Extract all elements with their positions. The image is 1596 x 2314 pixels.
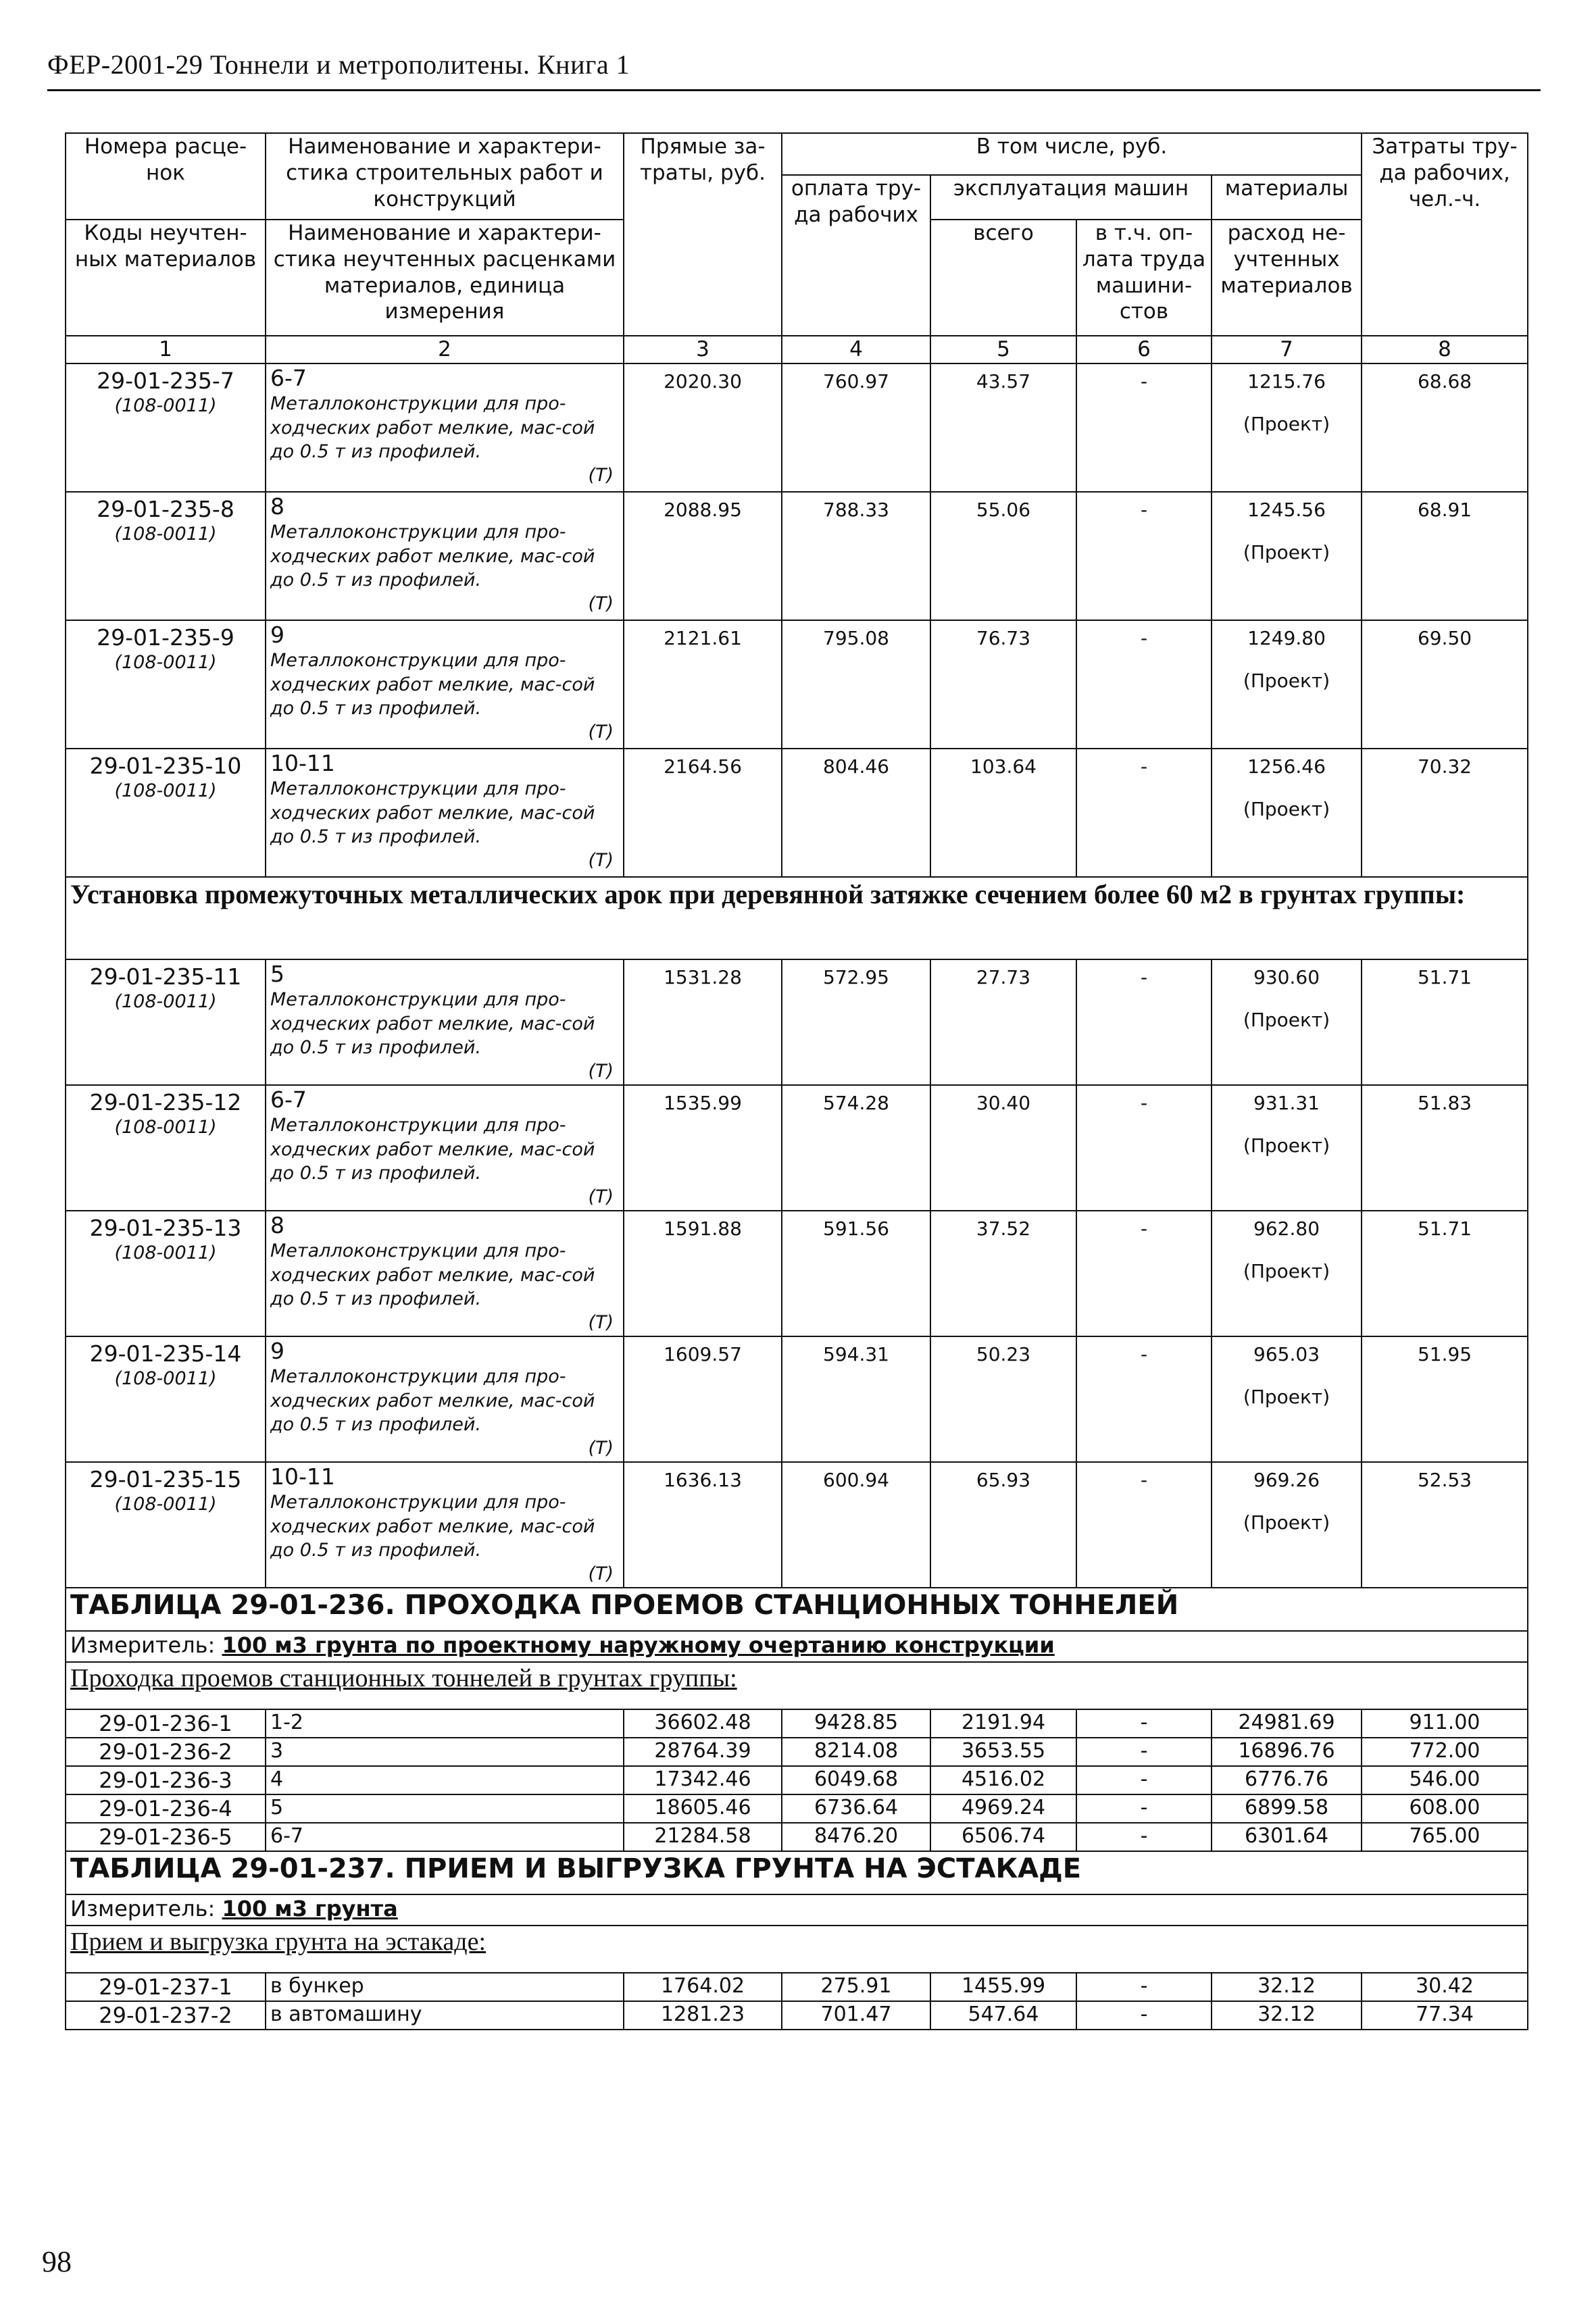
materials-value: 1245.56 <box>1247 498 1326 521</box>
unit-mark: (Т) <box>588 721 614 743</box>
rate-code: 29-01-235-13 <box>89 1214 242 1241</box>
materials-cell <box>1212 1211 1362 1336</box>
direct-costs-value: 17342.46 <box>624 1766 782 1794</box>
rate-row <box>66 363 1528 492</box>
labor-pay-value: 804.46 <box>782 749 930 877</box>
machinists-pay-value: - <box>1076 363 1212 492</box>
soil-group: 5 <box>270 960 284 987</box>
table-title: ТАБЛИЦА 29-01-236. ПРОХОДКА ПРОЕМОВ СТАНЦИОННЫХ ТОННЕЛЕЙ <box>66 1588 1528 1631</box>
labor-pay-value: 6736.64 <box>782 1794 930 1823</box>
machines-value: 547.64 <box>930 2001 1076 2030</box>
soil-group: 9 <box>270 1337 284 1364</box>
labor-pay-value: 572.95 <box>782 959 930 1085</box>
header-labor-pay: оплата тру-да рабочих <box>782 175 930 336</box>
materials-cell <box>1212 620 1362 749</box>
materials-value: 24981.69 <box>1212 1709 1362 1738</box>
rate-code-cell <box>66 620 266 749</box>
project-mark: (Проект) <box>1243 1385 1330 1408</box>
labor-cost-value: 608.00 <box>1362 1794 1528 1823</box>
labor-pay-value: 591.56 <box>782 1211 930 1336</box>
materials-value: 16896.76 <box>1212 1738 1362 1766</box>
machinists-pay-value: - <box>1076 620 1212 749</box>
material-description: Металлоконструкции для про-ходческих работ мелкие, мас-сой до 0.5 т из профилей. <box>270 989 595 1059</box>
rate-code-cell <box>66 1462 266 1588</box>
column-number: 2 <box>266 336 624 363</box>
header-machinists-pay: в т.ч. оп-лата труда машини-стов <box>1076 220 1212 336</box>
materials-value: 6899.58 <box>1212 1794 1362 1823</box>
labor-pay-value: 9428.85 <box>782 1709 930 1738</box>
rate-code: 29-01-237-2 <box>66 2001 266 2030</box>
labor-cost-value: 765.00 <box>1362 1823 1528 1851</box>
soil-group: 6-7 <box>270 364 307 391</box>
material-code: (108-0011) <box>114 1494 217 1515</box>
project-mark: (Проект) <box>1243 1008 1330 1031</box>
unit-mark: (Т) <box>588 1437 614 1459</box>
header-including: В том числе, руб. <box>782 133 1362 175</box>
rate-description-cell <box>266 363 624 492</box>
direct-costs-value: 18605.46 <box>624 1794 782 1823</box>
machinists-pay-value: - <box>1076 1709 1212 1738</box>
labor-pay-value: 701.47 <box>782 2001 930 2030</box>
labor-pay-value: 8214.08 <box>782 1738 930 1766</box>
labor-pay-value: 760.97 <box>782 363 930 492</box>
material-code: (108-0011) <box>114 780 217 801</box>
rate-row <box>66 1973 1528 2001</box>
direct-costs-value: 2088.95 <box>624 492 782 620</box>
header-codes-bottom: Коды неучтен-ных материалов <box>66 220 266 336</box>
soil-group: 6-7 <box>270 1086 307 1113</box>
machines-value: 1455.99 <box>930 1973 1076 2001</box>
materials-cell <box>1212 363 1362 492</box>
rate-description-cell <box>266 1211 624 1336</box>
soil-group: в автомашину <box>266 2001 624 2030</box>
direct-costs-value: 2121.61 <box>624 620 782 749</box>
machines-value: 50.23 <box>930 1336 1076 1462</box>
project-mark: (Проект) <box>1243 540 1330 563</box>
rate-code-cell <box>66 959 266 1085</box>
section-heading <box>66 1926 1528 1973</box>
measure-value: 100 м3 грунта по проектному наружному очертанию конструкции <box>222 1632 1055 1658</box>
unit-mark: (Т) <box>588 1186 614 1207</box>
direct-costs-value: 1531.28 <box>624 959 782 1085</box>
machinists-pay-value: - <box>1076 1766 1212 1794</box>
direct-costs-value: 1636.13 <box>624 1462 782 1588</box>
material-code: (108-0011) <box>114 652 217 673</box>
rate-code: 29-01-235-14 <box>89 1340 242 1367</box>
machinists-pay-value: - <box>1076 1462 1212 1588</box>
section-heading-text: Проходка проемов станционных тоннелей в грунтах группы: <box>70 1663 737 1692</box>
labor-cost-value: 51.83 <box>1362 1085 1528 1211</box>
rate-row <box>66 1211 1528 1336</box>
material-description: Металлоконструкции для про-ходческих работ мелкие, мас-сой до 0.5 т из профилей. <box>270 1240 595 1310</box>
measure-label: Измеритель: <box>70 1632 216 1658</box>
header-direct-costs: Прямые за-траты, руб. <box>624 133 782 336</box>
rate-code-cell <box>66 1085 266 1211</box>
labor-pay-value: 788.33 <box>782 492 930 620</box>
materials-value: 930.60 <box>1253 965 1320 988</box>
labor-cost-value: 69.50 <box>1362 620 1528 749</box>
labor-cost-value: 77.34 <box>1362 2001 1528 2030</box>
unit-mark: (Т) <box>588 1563 614 1584</box>
table-title: ТАБЛИЦА 29-01-237. ПРИЕМ И ВЫГРУЗКА ГРУНТА НА ЭСТАКАДЕ <box>66 1851 1528 1894</box>
rate-row <box>66 1462 1528 1588</box>
rate-code: 29-01-235-15 <box>89 1465 242 1492</box>
page-number: 98 <box>42 2245 72 2278</box>
material-description: Металлоконструкции для про-ходческих работ мелкие, мас-сой до 0.5 т из профилей. <box>270 1115 595 1184</box>
direct-costs-value: 21284.58 <box>624 1823 782 1851</box>
machines-value: 6506.74 <box>930 1823 1076 1851</box>
rate-description-cell <box>266 1336 624 1462</box>
column-number: 1 <box>66 336 266 363</box>
machinists-pay-value: - <box>1076 1211 1212 1336</box>
rate-description-cell <box>266 492 624 620</box>
material-description: Металлоконструкции для про-ходческих работ мелкие, мас-сой до 0.5 т из профилей. <box>270 1366 595 1436</box>
machinists-pay-value: - <box>1076 1085 1212 1211</box>
material-description: Металлоконструкции для про-ходческих работ мелкие, мас-сой до 0.5 т из профилей. <box>270 522 595 591</box>
labor-pay-value: 600.94 <box>782 1462 930 1588</box>
machines-value: 55.06 <box>930 492 1076 620</box>
materials-cell <box>1212 959 1362 1085</box>
column-number: 4 <box>782 336 930 363</box>
measure-label: Измеритель: <box>70 1895 216 1921</box>
project-mark: (Проект) <box>1243 1259 1330 1282</box>
materials-value: 32.12 <box>1212 2001 1362 2030</box>
labor-pay-value: 8476.20 <box>782 1823 930 1851</box>
soil-group: 6-7 <box>266 1823 624 1851</box>
rate-code: 29-01-235-9 <box>97 624 234 651</box>
rate-code-cell <box>66 749 266 877</box>
soil-group: 8 <box>270 493 284 520</box>
machinists-pay-value: - <box>1076 1336 1212 1462</box>
materials-value: 6776.76 <box>1212 1766 1362 1794</box>
rate-row <box>66 1766 1528 1794</box>
machinists-pay-value: - <box>1076 959 1212 1085</box>
unit-mark: (Т) <box>588 464 614 486</box>
materials-value: 962.80 <box>1253 1217 1320 1240</box>
machines-value: 2191.94 <box>930 1709 1076 1738</box>
labor-cost-value: 68.68 <box>1362 363 1528 492</box>
rate-code-cell <box>66 1211 266 1336</box>
machinists-pay-value: - <box>1076 1794 1212 1823</box>
header-rule <box>47 89 1541 91</box>
rate-code: 29-01-235-10 <box>89 752 242 779</box>
rate-row <box>66 492 1528 620</box>
material-description: Металлоконструкции для про-ходческих работ мелкие, мас-сой до 0.5 т из профилей. <box>270 778 595 848</box>
project-mark: (Проект) <box>1243 1134 1330 1157</box>
material-code: (108-0011) <box>114 1242 217 1263</box>
rate-code: 29-01-235-12 <box>89 1088 242 1115</box>
rate-row <box>66 2001 1528 2030</box>
machinists-pay-value: - <box>1076 1823 1212 1851</box>
material-description: Металлоконструкции для про-ходческих работ мелкие, мас-сой до 0.5 т из профилей. <box>270 393 595 463</box>
materials-value: 931.31 <box>1253 1091 1320 1114</box>
materials-value: 1249.80 <box>1247 626 1326 649</box>
labor-cost-value: 52.53 <box>1362 1462 1528 1588</box>
project-mark: (Проект) <box>1243 669 1330 692</box>
machines-value: 65.93 <box>930 1462 1076 1588</box>
unit-mark: (Т) <box>588 849 614 871</box>
header-name-bottom: Наименование и характери-стика неучтенных расценками материалов, единица измерения <box>266 220 624 336</box>
direct-costs-value: 2164.56 <box>624 749 782 877</box>
project-mark: (Проект) <box>1243 797 1330 820</box>
header-materials: материалы <box>1212 175 1362 220</box>
rate-row <box>66 1823 1528 1851</box>
direct-costs-value: 36602.48 <box>624 1709 782 1738</box>
rate-code: 29-01-236-2 <box>66 1738 266 1766</box>
unit-mark: (Т) <box>588 593 614 614</box>
column-number: 3 <box>624 336 782 363</box>
material-code: (108-0011) <box>114 1368 217 1389</box>
measure-line <box>66 1631 1528 1662</box>
material-code: (108-0011) <box>114 395 217 416</box>
labor-cost-value: 911.00 <box>1362 1709 1528 1738</box>
running-head: ФЕР-2001-29 Тоннели и метрополитены. Книга 1 <box>47 49 630 80</box>
direct-costs-value: 1609.57 <box>624 1336 782 1462</box>
rate-row <box>66 620 1528 749</box>
labor-cost-value: 70.32 <box>1362 749 1528 877</box>
materials-cell <box>1212 1085 1362 1211</box>
rate-code: 29-01-236-1 <box>66 1709 266 1738</box>
direct-costs-value: 28764.39 <box>624 1738 782 1766</box>
machinists-pay-value: - <box>1076 1738 1212 1766</box>
rate-row <box>66 959 1528 1085</box>
materials-value: 6301.64 <box>1212 1823 1362 1851</box>
soil-group: 4 <box>266 1766 624 1794</box>
rates-table <box>65 132 1528 2030</box>
machinists-pay-value: - <box>1076 2001 1212 2030</box>
rate-code: 29-01-236-4 <box>66 1794 266 1823</box>
direct-costs-value: 1535.99 <box>624 1085 782 1211</box>
labor-cost-value: 51.71 <box>1362 959 1528 1085</box>
header-machines-total: всего <box>930 220 1076 336</box>
column-number: 7 <box>1212 336 1362 363</box>
machines-value: 43.57 <box>930 363 1076 492</box>
soil-group: 1-2 <box>266 1709 624 1738</box>
section-heading-text: Прием и выгрузка грунта на эстакаде: <box>70 1927 487 1956</box>
unit-mark: (Т) <box>588 1311 614 1333</box>
soil-group: 10-11 <box>270 749 335 776</box>
soil-group: 5 <box>266 1794 624 1823</box>
header-codes-top: Номера расце-нок <box>66 133 266 220</box>
labor-pay-value: 6049.68 <box>782 1766 930 1794</box>
direct-costs-value: 1764.02 <box>624 1973 782 2001</box>
rate-code: 29-01-236-3 <box>66 1766 266 1794</box>
materials-cell <box>1212 749 1362 877</box>
rate-description-cell <box>266 959 624 1085</box>
header-machines: эксплуатация машин <box>930 175 1212 220</box>
rate-description-cell <box>266 620 624 749</box>
machinists-pay-value: - <box>1076 749 1212 877</box>
measure-line <box>66 1894 1528 1926</box>
machines-value: 3653.55 <box>930 1738 1076 1766</box>
material-code: (108-0011) <box>114 524 217 545</box>
project-mark: (Проект) <box>1243 412 1330 435</box>
materials-value: 969.26 <box>1253 1468 1320 1491</box>
rate-code: 29-01-235-7 <box>97 367 234 394</box>
labor-cost-value: 30.42 <box>1362 1973 1528 2001</box>
machinists-pay-value: - <box>1076 492 1212 620</box>
material-description: Металлоконструкции для про-ходческих работ мелкие, мас-сой до 0.5 т из профилей. <box>270 650 595 720</box>
machines-value: 37.52 <box>930 1211 1076 1336</box>
machinists-pay-value: - <box>1076 1973 1212 2001</box>
rate-description-cell <box>266 749 624 877</box>
rate-code-cell <box>66 363 266 492</box>
machines-value: 27.73 <box>930 959 1076 1085</box>
column-number: 8 <box>1362 336 1528 363</box>
rate-row <box>66 1336 1528 1462</box>
labor-pay-value: 574.28 <box>782 1085 930 1211</box>
machines-value: 103.64 <box>930 749 1076 877</box>
machines-value: 30.40 <box>930 1085 1076 1211</box>
rate-code: 29-01-235-8 <box>97 495 234 522</box>
project-mark: (Проект) <box>1243 1511 1330 1534</box>
unit-mark: (Т) <box>588 1060 614 1082</box>
rate-row <box>66 1709 1528 1738</box>
rate-row <box>66 1794 1528 1823</box>
machines-value: 76.73 <box>930 620 1076 749</box>
rate-code: 29-01-237-1 <box>66 1973 266 2001</box>
header-name-top: Наименование и характери-стика строительных работ и конструкций <box>266 133 624 220</box>
rate-row <box>66 749 1528 877</box>
labor-cost-value: 51.95 <box>1362 1336 1528 1462</box>
rate-row <box>66 1738 1528 1766</box>
soil-group: 10-11 <box>270 1463 335 1490</box>
materials-cell <box>1212 492 1362 620</box>
measure-value: 100 м3 грунта <box>222 1895 398 1921</box>
soil-group: 8 <box>270 1211 284 1238</box>
section-heading <box>66 1662 1528 1709</box>
labor-cost-value: 546.00 <box>1362 1766 1528 1794</box>
materials-cell <box>1212 1462 1362 1588</box>
rate-code: 29-01-236-5 <box>66 1823 266 1851</box>
materials-value: 1256.46 <box>1247 755 1326 778</box>
material-description: Металлоконструкции для про-ходческих работ мелкие, мас-сой до 0.5 т из профилей. <box>270 1492 595 1561</box>
direct-costs-value: 1281.23 <box>624 2001 782 2030</box>
materials-value: 32.12 <box>1212 1973 1362 2001</box>
column-number: 6 <box>1076 336 1212 363</box>
materials-value: 1215.76 <box>1247 370 1326 393</box>
rate-description-cell <box>266 1462 624 1588</box>
labor-pay-value: 795.08 <box>782 620 930 749</box>
labor-pay-value: 275.91 <box>782 1973 930 2001</box>
materials-cell <box>1212 1336 1362 1462</box>
header-materials-unaccounted: расход не-учтенных материалов <box>1212 220 1362 336</box>
direct-costs-value: 2020.30 <box>624 363 782 492</box>
material-code: (108-0011) <box>114 991 217 1012</box>
section-heading: Установка промежуточных металлических арок при деревянной затяжке сечением более 60 м2 в грунтах группы: <box>66 877 1528 959</box>
header-labor-cost: Затраты тру-да рабочих, чел.-ч. <box>1362 133 1528 336</box>
materials-value: 965.03 <box>1253 1342 1320 1365</box>
column-number: 5 <box>930 336 1076 363</box>
rate-row <box>66 1085 1528 1211</box>
material-code: (108-0011) <box>114 1117 217 1138</box>
soil-group: 9 <box>270 621 284 648</box>
rate-description-cell <box>266 1085 624 1211</box>
labor-cost-value: 772.00 <box>1362 1738 1528 1766</box>
machines-value: 4516.02 <box>930 1766 1076 1794</box>
rate-code: 29-01-235-11 <box>89 963 242 990</box>
machines-value: 4969.24 <box>930 1794 1076 1823</box>
direct-costs-value: 1591.88 <box>624 1211 782 1336</box>
labor-cost-value: 68.91 <box>1362 492 1528 620</box>
soil-group: в бункер <box>266 1973 624 2001</box>
rate-code-cell <box>66 1336 266 1462</box>
rate-code-cell <box>66 492 266 620</box>
labor-cost-value: 51.71 <box>1362 1211 1528 1336</box>
labor-pay-value: 594.31 <box>782 1336 930 1462</box>
soil-group: 3 <box>266 1738 624 1766</box>
